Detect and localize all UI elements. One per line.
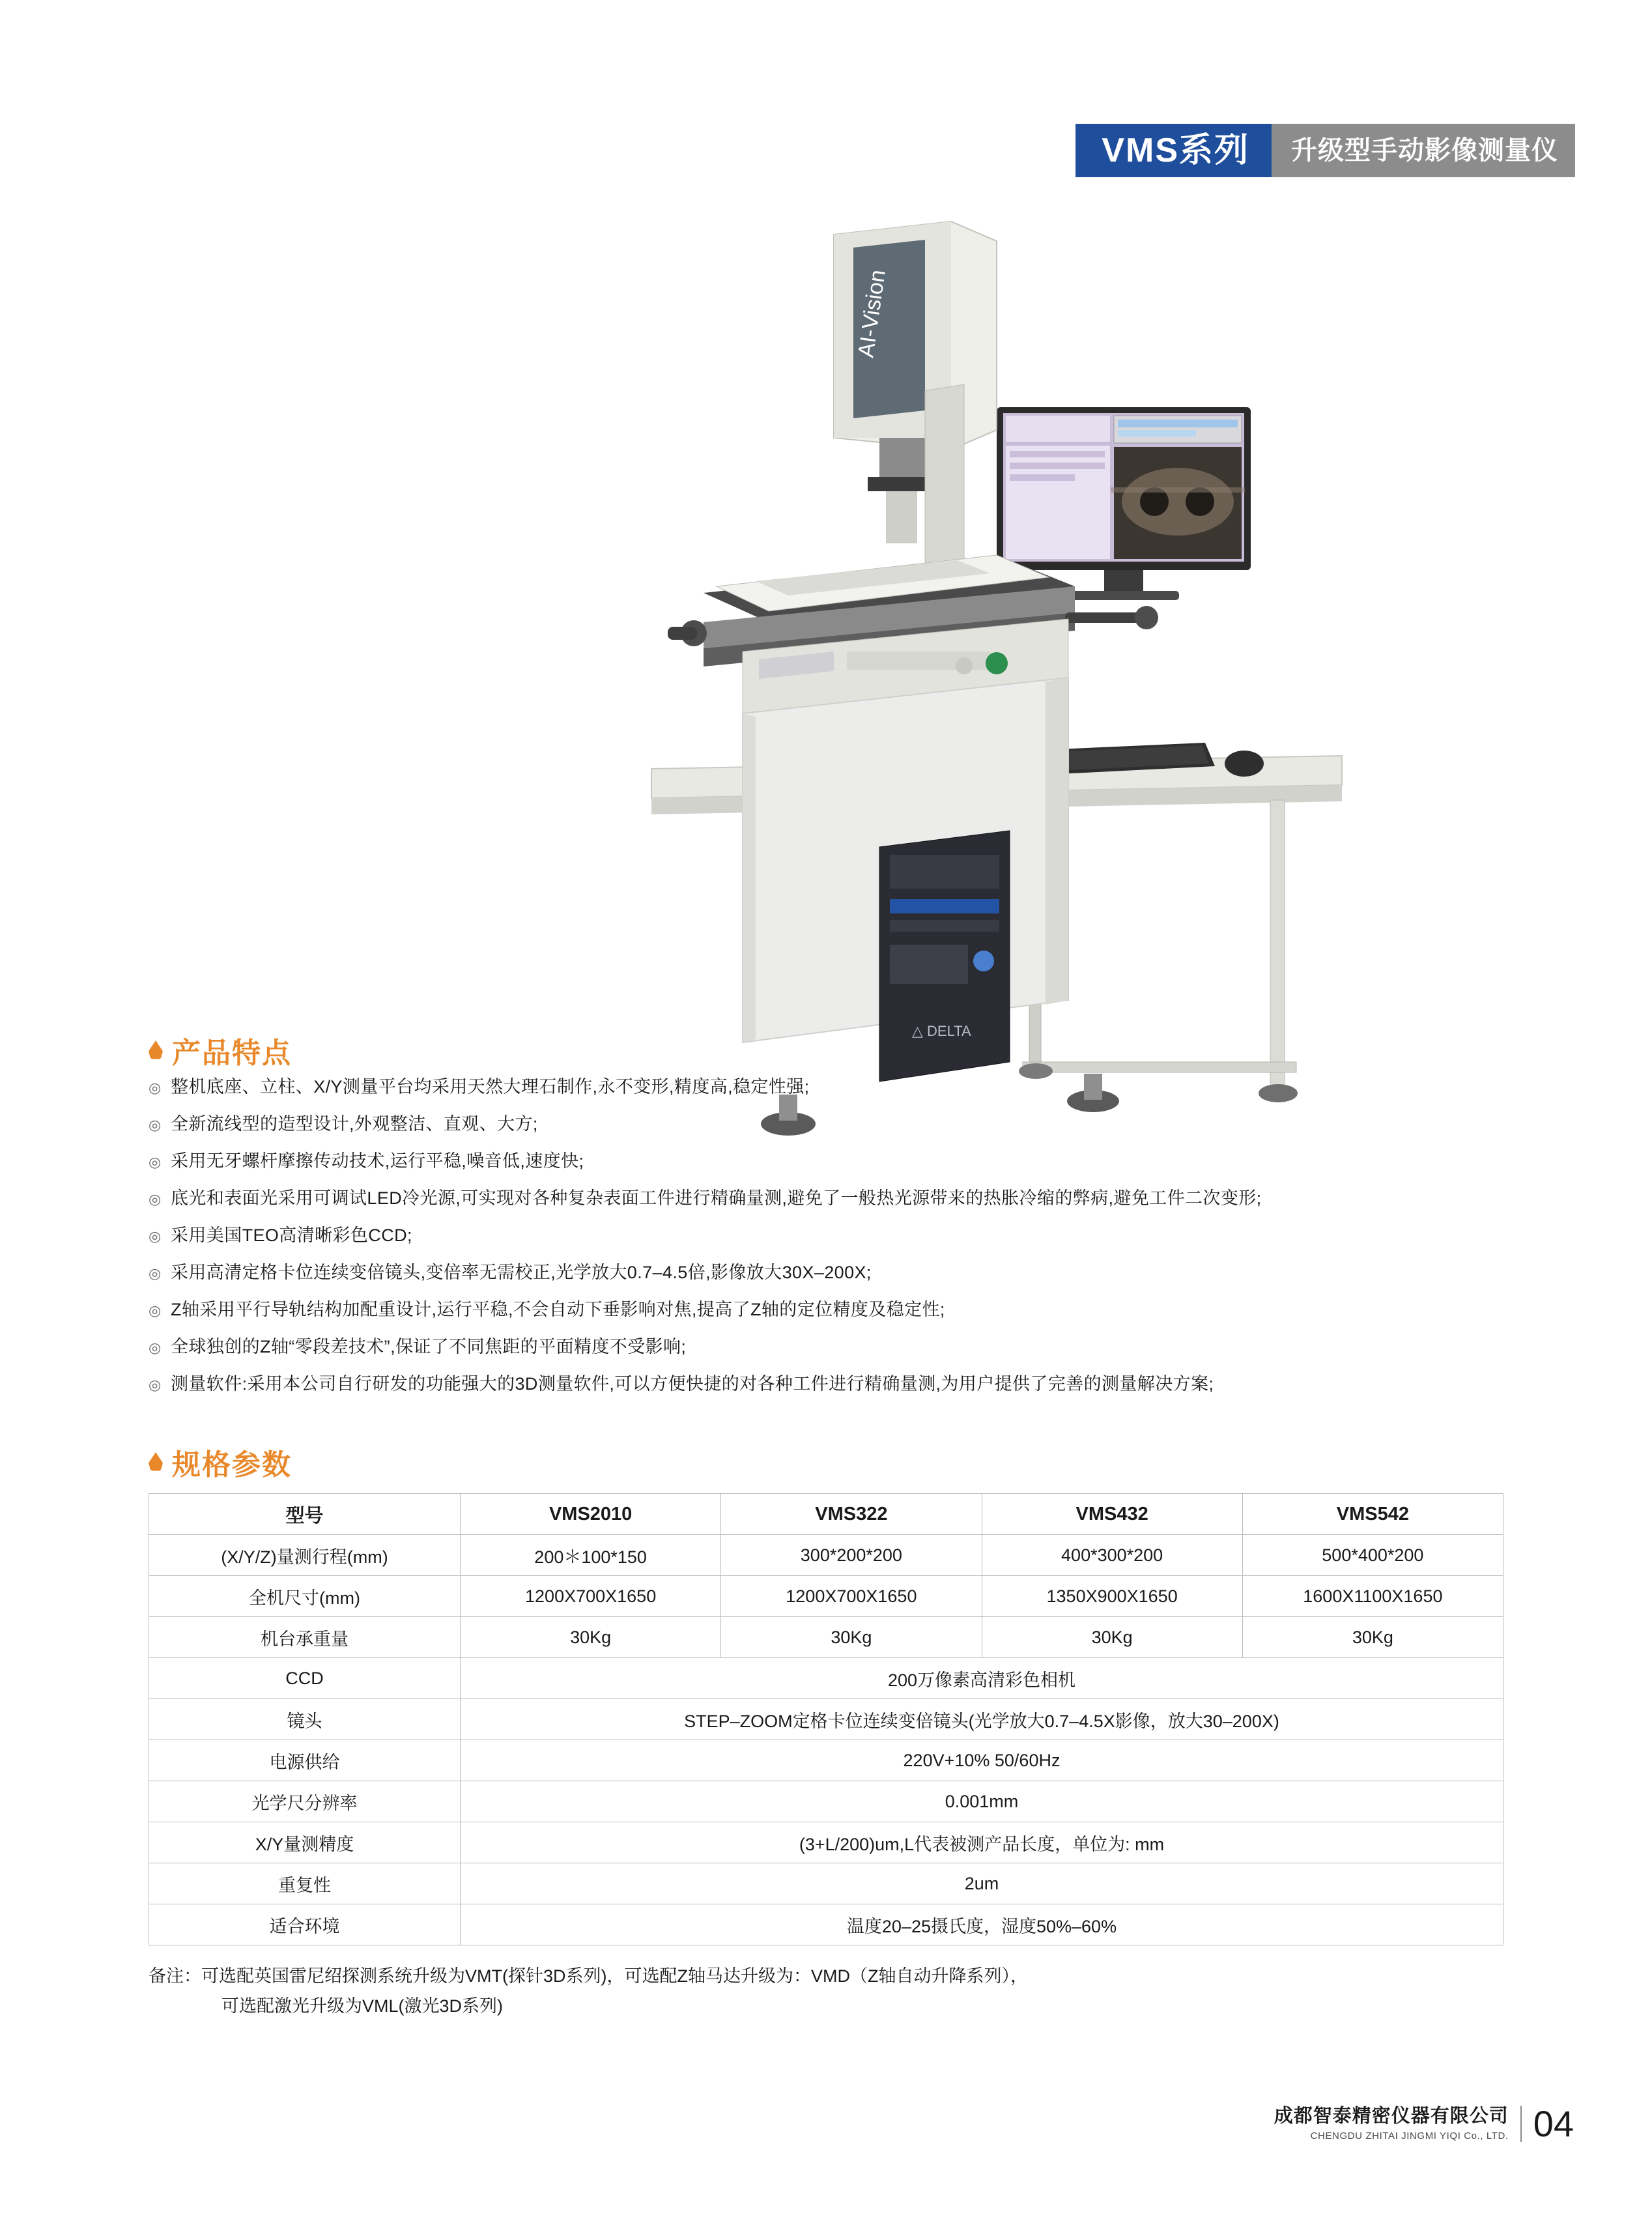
table-row bbox=[149, 1904, 1503, 1945]
table-cell: 200万像素高清彩色相机 bbox=[461, 1658, 1503, 1699]
feature-text: 整机底座、立柱、X/Y测量平台均采用天然大理石制作,永不变形,精度高,稳定性强; bbox=[171, 1077, 810, 1096]
table-row bbox=[149, 1617, 1503, 1658]
table-header-cell: VMS322 bbox=[721, 1494, 982, 1535]
table-row bbox=[149, 1535, 1503, 1576]
page-number: 04 bbox=[1533, 2103, 1574, 2144]
feature-text: 测量软件:采用本公司自行研发的功能强大的3D测量软件,可以方便快捷的对各种工件进行精确量测,为用户提供了完善的测量解决方案; bbox=[171, 1374, 1214, 1394]
table-cell: 0.001mm bbox=[461, 1781, 1503, 1822]
table-row bbox=[149, 1576, 1503, 1617]
table-cell: 220V+10% 50/60Hz bbox=[461, 1740, 1503, 1781]
bullet-icon: ◎ bbox=[149, 1228, 162, 1244]
svg-text:△ DELTA: △ DELTA bbox=[912, 1023, 971, 1039]
table-row bbox=[149, 1740, 1503, 1781]
company-block bbox=[1274, 2104, 1509, 2143]
product-photo bbox=[339, 195, 1355, 1039]
footnote-line-2: 可选配激光升级为VML(激光3D系列) bbox=[221, 1996, 504, 2016]
list-item bbox=[149, 1334, 1562, 1361]
table-footnote bbox=[149, 1961, 1517, 2021]
table-row-label: 镜头 bbox=[149, 1699, 461, 1740]
measuring-machine bbox=[668, 222, 1158, 1136]
table-header-cell: VMS432 bbox=[982, 1494, 1242, 1535]
table-cell: 30Kg bbox=[1242, 1617, 1503, 1658]
table-cell: 1350X900X1650 bbox=[982, 1576, 1242, 1617]
droplet-icon bbox=[149, 1452, 163, 1472]
table-cell: 2um bbox=[461, 1863, 1503, 1904]
table-cell: 1200X700X1650 bbox=[461, 1576, 721, 1617]
table-cell: 30Kg bbox=[982, 1617, 1242, 1658]
feature-text: 采用美国TEO高清晰彩色CCD; bbox=[171, 1226, 412, 1245]
list-item bbox=[149, 1111, 1562, 1138]
page-footer bbox=[1274, 2102, 1574, 2145]
table-row bbox=[149, 1863, 1503, 1904]
bullet-icon: ◎ bbox=[149, 1265, 162, 1282]
specs-section-heading bbox=[149, 1441, 292, 1483]
table-cell: 300*200*200 bbox=[721, 1535, 982, 1576]
table-row-label: 光学尺分辨率 bbox=[149, 1781, 461, 1822]
table-row-label: 重复性 bbox=[149, 1863, 461, 1904]
feature-text: 采用高清定格卡位连续变倍镜头,变倍率无需校正,光学放大0.7–4.5倍,影像放大30X–200X; bbox=[171, 1263, 872, 1282]
list-item bbox=[149, 1148, 1562, 1175]
company-name-en: CHENGDU ZHITAI JINGMI YIQI Co., LTD. bbox=[1310, 2130, 1509, 2142]
table-row-label: 适合环境 bbox=[149, 1904, 461, 1945]
table-cell: 200＊100*150 bbox=[461, 1535, 721, 1576]
features-list bbox=[149, 1074, 1562, 1408]
bullet-icon: ◎ bbox=[149, 1377, 162, 1393]
table-row-label: 电源供给 bbox=[149, 1740, 461, 1781]
table-row-label: 机台承重量 bbox=[149, 1617, 461, 1658]
header-series-label: VMS系列 bbox=[1075, 124, 1272, 177]
footnote-line-1: 备注：可选配英国雷尼绍探测系统升级为VMT(探针3D系列)，可选配Z轴马达升级为：VMD（Z轴自动升降系列）， bbox=[149, 1966, 1028, 1986]
feature-text: Z轴采用平行导轨结构加配重设计,运行平稳,不会自动下垂影响对焦,提高了Z轴的定位精度及稳定性; bbox=[171, 1300, 945, 1319]
feature-text: 全新流线型的造型设计,外观整洁、直观、大方; bbox=[171, 1114, 538, 1134]
company-name-cn: 成都智泰精密仪器有限公司 bbox=[1274, 2106, 1509, 2127]
table-cell: 500*400*200 bbox=[1242, 1535, 1503, 1576]
features-section-heading bbox=[149, 1029, 292, 1071]
table-header-cell: VMS2010 bbox=[461, 1494, 721, 1535]
table-cell: STEP–ZOOM定格卡位连续变倍镜头(光学放大0.7–4.5X影像，放大30–200X) bbox=[461, 1699, 1503, 1740]
table-row-label: CCD bbox=[149, 1658, 461, 1699]
table-cell: 1200X700X1650 bbox=[721, 1576, 982, 1617]
bullet-icon: ◎ bbox=[149, 1302, 162, 1319]
feature-text: 采用无牙螺杆摩擦传动技术,运行平稳,噪音低,速度快; bbox=[171, 1151, 584, 1171]
list-item bbox=[149, 1185, 1562, 1212]
bullet-icon: ◎ bbox=[149, 1154, 162, 1170]
list-item bbox=[149, 1297, 1562, 1324]
list-item bbox=[149, 1371, 1562, 1398]
bullet-icon: ◎ bbox=[149, 1191, 162, 1207]
table-cell: 温度20–25摄氏度，湿度50%–60% bbox=[461, 1904, 1503, 1945]
table-row-label: 全机尺寸(mm) bbox=[149, 1576, 461, 1617]
machine-brand-label: AI-Vision bbox=[853, 268, 890, 360]
list-item bbox=[149, 1074, 1562, 1101]
specifications-table bbox=[149, 1493, 1503, 1945]
bullet-icon: ◎ bbox=[149, 1340, 162, 1356]
header-subtitle-label: 升级型手动影像测量仪 bbox=[1272, 124, 1575, 177]
droplet-icon bbox=[149, 1040, 163, 1060]
table-row bbox=[149, 1781, 1503, 1822]
bullet-icon: ◎ bbox=[149, 1117, 162, 1133]
table-header-cell: 型号 bbox=[149, 1494, 461, 1535]
table-header-cell: VMS542 bbox=[1242, 1494, 1503, 1535]
list-item bbox=[149, 1259, 1562, 1287]
table-cell: 1600X1100X1650 bbox=[1242, 1576, 1503, 1617]
table-row bbox=[149, 1822, 1503, 1863]
table-row bbox=[149, 1658, 1503, 1699]
feature-text: 全球独创的Z轴“零段差技术”,保证了不同焦距的平面精度不受影响; bbox=[171, 1337, 687, 1356]
footer-divider bbox=[1520, 2106, 1522, 2142]
table-row-label: (X/Y/Z)量测行程(mm) bbox=[149, 1535, 461, 1576]
table-row-label: X/Y量测精度 bbox=[149, 1822, 461, 1863]
table-cell: (3+L/200)um,L代表被测产品长度，单位为: mm bbox=[461, 1822, 1503, 1863]
bullet-icon: ◎ bbox=[149, 1080, 162, 1096]
list-item bbox=[149, 1222, 1562, 1250]
features-heading-label: 产品特点 bbox=[172, 1037, 292, 1069]
table-cell: 30Kg bbox=[721, 1617, 982, 1658]
feature-text: 底光和表面光采用可调试LED冷光源,可实现对各种复杂表面工件进行精确量测,避免了一般热光源带来的热胀冷缩的弊病,避免工件二次变形; bbox=[171, 1188, 1262, 1208]
page-header-banner bbox=[1075, 124, 1575, 177]
table-cell: 400*300*200 bbox=[982, 1535, 1242, 1576]
specs-heading-label: 规格参数 bbox=[172, 1449, 292, 1481]
table-row bbox=[149, 1699, 1503, 1740]
table-header-row bbox=[149, 1494, 1503, 1535]
table-cell: 30Kg bbox=[461, 1617, 721, 1658]
